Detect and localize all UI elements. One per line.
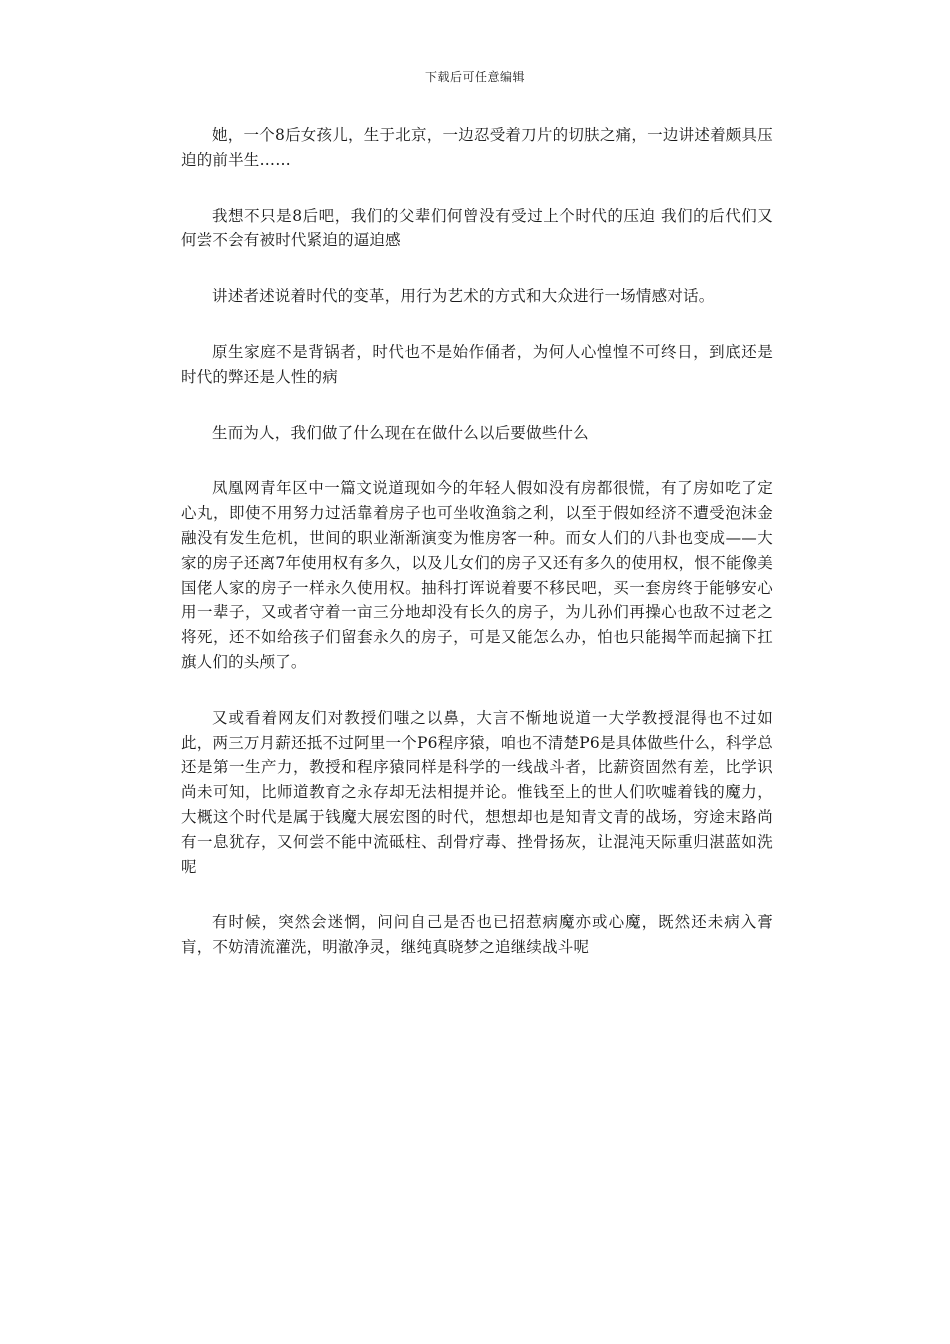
paragraph-2: 我想不只是8后吧，我们的父辈们何曾没有受过上个时代的压迫 我们的后代们又何尝不会有被时代紧迫的逼迫感 [181, 206, 773, 250]
paragraph-5: 生而为人，我们做了什么现在在做什么以后要做些什么 [212, 423, 589, 442]
paragraph-3: 讲述者述说着时代的变革，用行为艺术的方式和大众进行一场情感对话。 [212, 287, 715, 306]
paragraph-6: 凤凰网青年区中一篇文说道现如今的年轻人假如没有房都很慌，有了房如吃了定心丸，即使不用努力过活靠着房子也可坐收渔翁之利，以至于假如经济不遭受泡沫金融没有发生危机，世间的职业渐渐演变为惟房客一种。而女人们的八卦也变成——大家的房子还离7年使用权有多久，以及儿女们的房子又还有多久的使用权，恨不能像美国佬人家的房子一样永久使用权。抽科打诨说着要不移民吧，买一套房终于能够安心用一辈子，又或者守着一亩三分地却没有长久的房子，为儿孙们再操心也敌不过老之将死，还不如给孩子们留套永久的房子，可是又能怎么办，怕也只能揭竿而起摘下扛旗人们的头颅了。 [181, 479, 773, 671]
header-note: 下载后可任意编辑 [424, 70, 525, 84]
paragraph-1: 她，一个8后女孩儿，生于北京，一边忍受着刀片的切肤之痛，一边讲述着颇具压迫的前半生…… [181, 126, 773, 169]
paragraph-7: 又或看着网友们对教授们嗤之以鼻，大言不惭地说道一大学教授混得也不过如此，两三万月薪还抵不过阿里一个P6程序猿，咱也不清楚P6是具体做些什么，科学总还是第一生产力，教授和程序猿同样是科学的一线战斗者，比薪资固然有差，比学识尚未可知，比师道教育之永存却无法相提并论。惟钱至上的世人们吹嘘着钱的魔力，大概这个时代是属于钱魔大展宏图的时代，想想却也是知青文青的战场，穷途末路尚有一息犹存，又何尝不能中流砥柱、刮骨疗毒、挫骨扬灰，让混沌天际重归湛蓝如洗呢 [181, 708, 773, 876]
paragraph-4: 原生家庭不是背锅者，时代也不是始作俑者，为何人心惶惶不可终日，到底还是时代的弊还是人性的病 [181, 342, 773, 386]
paragraph-8: 有时候，突然会迷惘，问问自己是否也已招惹病魔亦或心魔，既然还未病入膏肓，不妨清流灌洗，明澈净灵，继纯真晓梦之追继续战斗呢 [181, 913, 773, 957]
document-body [181, 123, 773, 991]
